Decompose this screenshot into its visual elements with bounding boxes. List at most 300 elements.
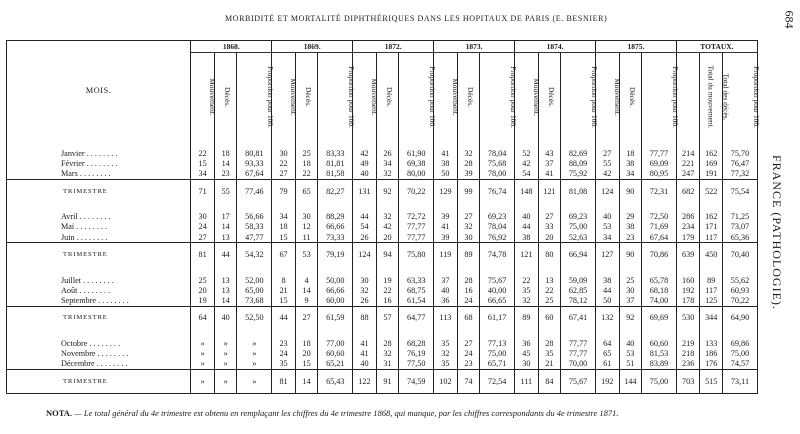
table-cell: 30 xyxy=(457,232,480,243)
row-label: Juin . . . . . . . . xyxy=(61,232,108,242)
table-cell: 77,77 xyxy=(642,148,677,158)
table-cell: 24 xyxy=(272,349,296,359)
table-cell: 69,23 xyxy=(561,212,596,222)
table-cell: 70,40 xyxy=(722,243,757,266)
table-cell: 66,94 xyxy=(561,243,596,266)
table-cell: 23 xyxy=(214,168,237,179)
table-cell: 41 xyxy=(434,148,458,158)
table-cell: 70,22 xyxy=(722,295,757,306)
table-cell: 60,60 xyxy=(642,338,677,348)
table-cell: 77,46 xyxy=(237,179,272,202)
table-cell: 144 xyxy=(619,370,642,394)
table-cell: 23 xyxy=(457,359,480,370)
table-cell: 38 xyxy=(515,232,539,243)
table-cell: 71,25 xyxy=(722,212,757,222)
table-cell: » xyxy=(191,370,215,394)
table-cell: 53 xyxy=(619,349,642,359)
table-cell: 38 xyxy=(619,222,642,232)
table-cell: 61 xyxy=(595,359,619,370)
table-cell: 82,69 xyxy=(561,148,596,158)
table-cell: 682 xyxy=(676,179,700,202)
row-label: TRIMESTRE xyxy=(7,179,191,202)
column-header: Mouvement. xyxy=(272,53,296,140)
table-cell: 75,70 xyxy=(722,148,757,158)
table-cell: 179 xyxy=(676,232,700,243)
table-cell: 38 xyxy=(434,158,458,168)
table-cell: 160 xyxy=(676,275,700,285)
row-label: Octobre . . . . . . . . xyxy=(61,338,121,348)
table-cell: 26 xyxy=(353,232,377,243)
table-cell: 21 xyxy=(538,359,561,370)
table-cell: 69,09 xyxy=(642,158,677,168)
table-cell: 13 xyxy=(214,285,237,295)
table-cell: 236 xyxy=(676,359,700,370)
table-cell: 75,54 xyxy=(722,179,757,202)
table-cell: » xyxy=(214,349,237,359)
month-row xyxy=(7,232,758,243)
table-cell: 58,33 xyxy=(237,222,272,232)
table-cell: 88 xyxy=(353,306,377,329)
table-cell: 40 xyxy=(619,338,642,348)
column-header: Décès. xyxy=(295,53,318,140)
table-cell: 77,32 xyxy=(722,168,757,179)
table-cell: 192 xyxy=(595,370,619,394)
table-cell: 55 xyxy=(595,158,619,168)
leader-dots: . . . . . . . . xyxy=(84,158,118,168)
table-cell: 122 xyxy=(353,370,377,394)
row-label: Septembre . . . . . . . . xyxy=(61,295,129,305)
table-cell: 14 xyxy=(295,370,318,394)
table-cell: 26 xyxy=(353,295,377,306)
table-cell: 52,63 xyxy=(561,232,596,243)
table-cell: 14 xyxy=(295,285,318,295)
table-cell: 88,29 xyxy=(318,212,353,222)
table-cell: 61,54 xyxy=(399,295,434,306)
table-cell: 133 xyxy=(700,338,723,348)
table-cell: 60,93 xyxy=(722,285,757,295)
table-cell: 89 xyxy=(457,243,480,266)
table-cell: 75,00 xyxy=(642,370,677,394)
column-header: Proportion pour 100. xyxy=(237,53,272,140)
table-cell: 22 xyxy=(515,275,539,285)
table-cell: 69,69 xyxy=(642,306,677,329)
table-cell: 34 xyxy=(595,232,619,243)
table-cell: 80,00 xyxy=(399,168,434,179)
table-cell: 65,36 xyxy=(722,232,757,243)
row-label: Avril . . . . . . . . xyxy=(61,212,111,222)
table-cell: 178 xyxy=(676,295,700,306)
month-row xyxy=(7,359,758,370)
table-cell: 50,00 xyxy=(318,275,353,285)
table-cell: 124 xyxy=(353,243,377,266)
table-cell: 79,19 xyxy=(318,243,353,266)
table-cell: 52,50 xyxy=(237,306,272,329)
column-header: Proportion pour 100. xyxy=(399,53,434,140)
table-cell: 15 xyxy=(272,232,296,243)
table-cell: 127 xyxy=(595,243,619,266)
table-cell: 76,47 xyxy=(722,158,757,168)
year-header: 1872. xyxy=(353,41,434,53)
table-cell: 69,23 xyxy=(480,212,515,222)
month-row xyxy=(7,275,758,285)
table-cell: 12 xyxy=(295,222,318,232)
month-row xyxy=(7,349,758,359)
row-label: Janvier . . . . . . . . xyxy=(61,148,118,158)
table-cell: 113 xyxy=(434,306,458,329)
table-cell: 148 xyxy=(515,179,539,202)
table-cell: 64,90 xyxy=(722,306,757,329)
table-cell: 30 xyxy=(353,275,377,285)
table-cell: 32 xyxy=(515,295,539,306)
table-cell: 124 xyxy=(595,179,619,202)
table-cell: 41 xyxy=(434,222,458,232)
table-cell: 92 xyxy=(376,179,399,202)
table-cell: » xyxy=(214,370,237,394)
table-cell: 111 xyxy=(515,370,539,394)
note-text: — Le total général du 4e trimestre est obtenu en remplaçant les chiffres du 4e trimestre 1868, qui manque, par les chiffres correspondants du 4e trimestre 1871. xyxy=(72,408,619,418)
table-cell: 66,66 xyxy=(318,285,353,295)
table-cell: 83,89 xyxy=(642,359,677,370)
table-cell: 49 xyxy=(353,158,377,168)
table-cell: 44 xyxy=(214,243,237,266)
leader-dots: . . . . . . . . xyxy=(95,349,129,359)
table-cell: » xyxy=(237,359,272,370)
table-cell: 75,00 xyxy=(561,222,596,232)
table-cell: 186 xyxy=(700,349,723,359)
table-cell: 219 xyxy=(676,338,700,348)
table-cell: 39 xyxy=(434,212,458,222)
table-cell: 74,59 xyxy=(399,370,434,394)
row-label: TRIMESTRE xyxy=(7,243,191,266)
table-cell: 80,81 xyxy=(237,148,272,158)
table-cell: 522 xyxy=(700,179,723,202)
table-cell: 34 xyxy=(272,212,296,222)
table-cell: 191 xyxy=(700,168,723,179)
table-cell: 40 xyxy=(214,306,237,329)
table-cell: 27 xyxy=(595,148,619,158)
leader-dots: . . . . . . . . xyxy=(74,232,108,242)
table-cell: 43 xyxy=(538,148,561,158)
table-cell: » xyxy=(191,359,215,370)
table-cell: 65,43 xyxy=(318,370,353,394)
table-cell: 40 xyxy=(515,212,539,222)
row-label: Novembre . . . . . . . . xyxy=(61,349,129,359)
table-cell: 83,33 xyxy=(318,148,353,158)
column-header: Proportion pour 100. xyxy=(722,53,757,140)
table-cell: 67 xyxy=(272,243,296,266)
table-cell: 75,80 xyxy=(399,243,434,266)
table-cell: 64 xyxy=(191,306,215,329)
table-cell: 53 xyxy=(595,222,619,232)
table-cell: 44 xyxy=(515,222,539,232)
table-cell: 25 xyxy=(619,275,642,285)
table-cell: 9 xyxy=(295,295,318,306)
table-cell: 81 xyxy=(272,370,296,394)
table-cell: 40 xyxy=(353,359,377,370)
year-header: 1874. xyxy=(515,41,596,53)
trimester-row xyxy=(7,179,758,202)
column-header: Décès. xyxy=(619,53,642,140)
table-cell: 70,00 xyxy=(561,359,596,370)
column-header: Proportion pour 100. xyxy=(318,53,353,140)
totals-header: TOTAUX. xyxy=(676,41,757,53)
table-cell: 73,33 xyxy=(318,232,353,243)
table-cell: 26 xyxy=(376,148,399,158)
table-cell: 40 xyxy=(353,168,377,179)
table-cell: 35 xyxy=(434,338,458,348)
table-cell: 121 xyxy=(538,179,561,202)
table-cell: 28 xyxy=(457,158,480,168)
table-cell: 91 xyxy=(376,370,399,394)
row-label: Août . . . . . . . . xyxy=(61,285,111,295)
row-label: TRIMESTRE xyxy=(7,370,191,394)
month-row xyxy=(7,158,758,168)
table-cell: 18 xyxy=(272,222,296,232)
table-cell: 15 xyxy=(272,295,296,306)
table-cell: 61,90 xyxy=(399,148,434,158)
table-cell: 30 xyxy=(619,285,642,295)
table-cell: 119 xyxy=(434,243,458,266)
side-title: FRANCE (PATHOLOGIE). xyxy=(770,155,784,310)
table-cell: 72,50 xyxy=(642,212,677,222)
table-cell: 25 xyxy=(538,295,561,306)
table-cell: 74,78 xyxy=(480,243,515,266)
table-cell: 13 xyxy=(538,275,561,285)
table-cell: 31 xyxy=(376,359,399,370)
table-cell: 40,00 xyxy=(480,285,515,295)
leader-dots: . . . . . . . . xyxy=(77,169,111,179)
table-cell: 35 xyxy=(515,285,539,295)
table-cell: 27 xyxy=(457,338,480,348)
table-cell: 30 xyxy=(191,212,215,222)
table-cell: 30 xyxy=(272,148,296,158)
table-cell: 78,00 xyxy=(480,168,515,179)
table-cell: 65,71 xyxy=(480,359,515,370)
table-cell: 32 xyxy=(457,222,480,232)
table-cell: 77,13 xyxy=(480,338,515,348)
table-cell: 169 xyxy=(700,158,723,168)
table-cell: 93,33 xyxy=(237,158,272,168)
table-cell: 65,78 xyxy=(642,275,677,285)
table-cell: 450 xyxy=(700,243,723,266)
table-cell: 27 xyxy=(457,212,480,222)
column-header: Mouvement. xyxy=(434,53,458,140)
trimester-row xyxy=(7,370,758,394)
table-cell: » xyxy=(237,338,272,348)
table-cell: 54 xyxy=(515,168,539,179)
column-header: Décès. xyxy=(457,53,480,140)
table-cell: 20 xyxy=(191,285,215,295)
table-cell: 38 xyxy=(595,275,619,285)
table-cell: 37 xyxy=(538,158,561,168)
leader-dots: . . . . . . . . xyxy=(77,212,111,222)
table-cell: 40 xyxy=(434,285,458,295)
table-cell: 77,00 xyxy=(318,338,353,348)
table-cell: 67,64 xyxy=(237,168,272,179)
table-cell: 65 xyxy=(595,349,619,359)
table-cell: 35 xyxy=(538,349,561,359)
table-cell: 65,21 xyxy=(318,359,353,370)
table-cell: 81,81 xyxy=(318,158,353,168)
month-row xyxy=(7,212,758,222)
table-cell: 88,09 xyxy=(561,158,596,168)
page-number: 684 xyxy=(782,10,797,29)
table-cell: 77,77 xyxy=(399,222,434,232)
table-cell: » xyxy=(191,349,215,359)
diphtheria-table xyxy=(6,40,761,394)
table-cell: 77,77 xyxy=(399,232,434,243)
table-cell: 61,59 xyxy=(318,306,353,329)
month-row xyxy=(7,222,758,232)
table-cell: 162 xyxy=(700,212,723,222)
table-cell: 30 xyxy=(515,359,539,370)
table-cell: 214 xyxy=(676,148,700,158)
trimester-row xyxy=(7,306,758,329)
leader-dots: . . . . . . . . xyxy=(84,148,118,158)
table-cell: 639 xyxy=(676,243,700,266)
table-cell: 22 xyxy=(191,148,215,158)
table-cell: 73,11 xyxy=(722,370,757,394)
table-cell: 27 xyxy=(191,232,215,243)
table-cell: 44 xyxy=(272,306,296,329)
table-cell: 176 xyxy=(700,359,723,370)
table-note xyxy=(46,408,619,418)
table-cell: 77,50 xyxy=(399,359,434,370)
table-cell: 99 xyxy=(457,179,480,202)
table-cell: 132 xyxy=(595,306,619,329)
table-cell: 121 xyxy=(515,243,539,266)
table-cell: 23 xyxy=(272,338,296,348)
table-cell: 75,00 xyxy=(722,349,757,359)
table-cell: 703 xyxy=(676,370,700,394)
table-cell: 70,22 xyxy=(399,179,434,202)
table-cell: 66,65 xyxy=(480,295,515,306)
table-cell: 247 xyxy=(676,168,700,179)
table-cell: 34 xyxy=(191,168,215,179)
table-cell: 68,75 xyxy=(399,285,434,295)
table-cell: 57 xyxy=(376,306,399,329)
table-cell: 102 xyxy=(434,370,458,394)
table-cell: 53 xyxy=(295,243,318,266)
table-cell: 67,41 xyxy=(561,306,596,329)
table-cell: 22 xyxy=(376,285,399,295)
table-cell: 77,77 xyxy=(561,349,596,359)
table-cell: 81,58 xyxy=(318,168,353,179)
table-cell: 33 xyxy=(538,222,561,232)
table-cell: 19 xyxy=(376,275,399,285)
table-cell: 47,77 xyxy=(237,232,272,243)
month-row xyxy=(7,295,758,306)
table-cell: 68,28 xyxy=(399,338,434,348)
table-cell: 73,07 xyxy=(722,222,757,232)
table-cell: 55,62 xyxy=(722,275,757,285)
table-cell: 81 xyxy=(191,243,215,266)
table-cell: 44 xyxy=(595,285,619,295)
table-cell: 90 xyxy=(619,179,642,202)
table-cell: 344 xyxy=(700,306,723,329)
table-cell: 20 xyxy=(538,232,561,243)
table-cell: 84 xyxy=(538,370,561,394)
table-cell: 34 xyxy=(376,158,399,168)
table-cell: 64 xyxy=(595,338,619,348)
table-cell: 62,85 xyxy=(561,285,596,295)
table-cell: 41 xyxy=(353,349,377,359)
table-cell: 23 xyxy=(619,232,642,243)
trimester-row xyxy=(7,243,758,266)
row-label: Décembre . . . . . . . . xyxy=(61,359,128,369)
table-cell: 89 xyxy=(700,275,723,285)
table-cell: 45 xyxy=(515,349,539,359)
year-header: 1869. xyxy=(272,41,353,53)
table-cell: 162 xyxy=(700,148,723,158)
table-cell: 42 xyxy=(376,222,399,232)
table-cell: 76,74 xyxy=(480,179,515,202)
month-row xyxy=(7,338,758,348)
leader-dots: . . . . . . . . xyxy=(81,275,114,285)
table-cell: 24 xyxy=(191,222,215,232)
table-cell: 42 xyxy=(595,168,619,179)
table-cell: 36 xyxy=(434,295,458,306)
column-header: Mouvement. xyxy=(595,53,619,140)
column-header: Total du mouvement. xyxy=(676,53,700,140)
year-header: 1875. xyxy=(595,41,676,53)
table-cell: 50 xyxy=(595,295,619,306)
table-cell: 44 xyxy=(353,212,377,222)
table-cell: 24 xyxy=(457,295,480,306)
table-cell: 30 xyxy=(295,212,318,222)
table-cell: 52,00 xyxy=(237,275,272,285)
table-cell: 89 xyxy=(515,306,539,329)
leader-dots: . . . . . . . . xyxy=(87,338,121,348)
table-cell: 18 xyxy=(619,148,642,158)
table-cell: 32 xyxy=(376,168,399,179)
table-cell: 11 xyxy=(295,232,318,243)
table-cell: 79 xyxy=(272,179,296,202)
table-cell: 63,33 xyxy=(399,275,434,285)
table-cell: 18 xyxy=(295,338,318,348)
table-cell: » xyxy=(237,370,272,394)
table-cell: 35 xyxy=(434,359,458,370)
table-cell: 65,00 xyxy=(237,285,272,295)
table-cell: 21 xyxy=(272,285,296,295)
year-header: 1868. xyxy=(191,41,272,53)
table-cell: 4 xyxy=(295,275,318,285)
table-cell: 68,18 xyxy=(642,285,677,295)
table-cell: 24 xyxy=(457,349,480,359)
table-cell: 192 xyxy=(676,285,700,295)
table-cell: 74,00 xyxy=(642,295,677,306)
table-cell: 25 xyxy=(191,275,215,285)
table-cell: 76,92 xyxy=(480,232,515,243)
table-cell: 50 xyxy=(434,168,458,179)
table-cell: 72,54 xyxy=(480,370,515,394)
table-cell: 28 xyxy=(376,338,399,348)
table-cell: 42 xyxy=(515,158,539,168)
column-header: Proportion pour 100. xyxy=(561,53,596,140)
table-cell: 78,04 xyxy=(480,222,515,232)
month-row xyxy=(7,285,758,295)
row-label: Juillet . . . . . . . . xyxy=(61,275,114,285)
table-cell: 64,77 xyxy=(399,306,434,329)
column-header: Proportion pour 100. xyxy=(480,53,515,140)
table-cell: 19 xyxy=(191,295,215,306)
month-row xyxy=(7,148,758,158)
leader-dots: . . . . . . . . xyxy=(96,295,129,305)
column-header: Décès. xyxy=(376,53,399,140)
table-cell: 71 xyxy=(191,179,215,202)
table-cell: 28 xyxy=(457,275,480,285)
column-header: Mouvement. xyxy=(353,53,377,140)
